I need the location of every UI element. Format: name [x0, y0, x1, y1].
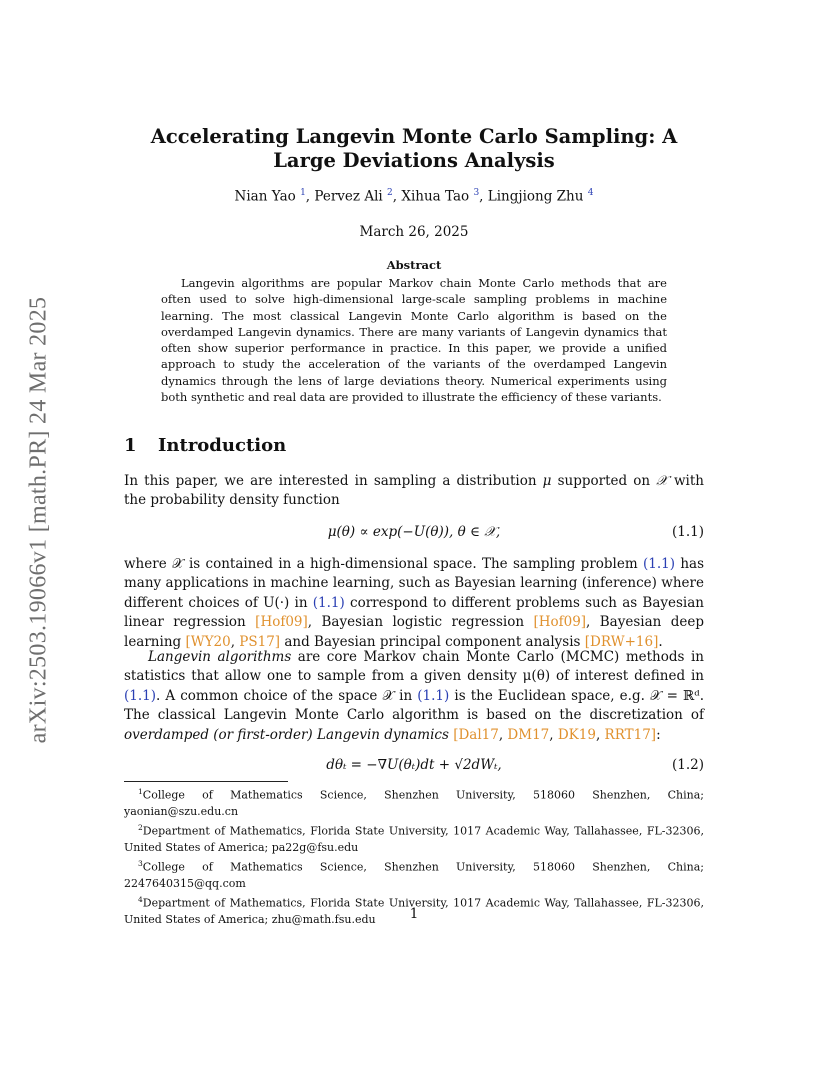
text-run: correspond to different problems such as Bayesian linear regression — [124, 594, 704, 631]
citation-link[interactable]: [Hof09] — [533, 614, 587, 631]
author-footnote-link[interactable]: 4 — [587, 188, 594, 198]
text-run: . — [658, 633, 663, 650]
emphasis: overdamped (or first-order) Langevin dynamics — [124, 726, 449, 743]
footnote-text: College of Mathematics Science, Shenzhen University, 518060 Shenzhen, China; 2247640315@qq.com — [124, 860, 704, 890]
citation-link[interactable]: [DRW+16] — [584, 633, 659, 650]
text-run: with the probability density function — [124, 473, 704, 509]
author-name: Xihua Tao — [401, 188, 470, 205]
publication-date: March 26, 2025 — [359, 224, 469, 240]
paragraph — [124, 472, 704, 511]
text-run: and Bayesian principal component analysis — [280, 633, 585, 650]
footnote-text: Department of Mathematics, Florida State University, 1017 Academic Way, Tallahassee, FL-32306, United States of America; pa22g@fsu.edu — [124, 824, 704, 854]
text-run: is the Euclidean space, e.g. 𝒳 = ℝᵈ. The classical Langevin Monte Carlo algorithm is based on the discretization of — [124, 687, 704, 724]
section-heading — [124, 435, 286, 456]
abstract-heading: Abstract — [386, 258, 442, 272]
text-run: are core Markov chain Monte Carlo (MCMC) methods in statistics that allow one to sample from a given density μ(θ) of interest defined in — [124, 649, 704, 685]
citation-link[interactable]: PS17] — [239, 633, 281, 650]
author-footnote-link[interactable]: 1 — [300, 188, 306, 198]
text-run: , Bayesian deep learning — [124, 614, 704, 650]
equation-expression: μ(θ) ∝ exp(−U(θ)), θ ∈ 𝒳, — [327, 524, 501, 540]
author-footnote-link[interactable]: 2 — [387, 188, 393, 198]
footnote-mark: 4 — [138, 895, 143, 905]
text-run: : — [656, 726, 661, 743]
footnote — [124, 856, 704, 892]
author-list: Nian Yao $^1$, Pervez Ali $^2$, Xihua Tao $^3$, Lingjiong Zhu $^4$ — [234, 188, 594, 205]
citation-link[interactable]: DK19 — [557, 726, 596, 743]
abstract-text: Langevin algorithms are popular Markov chain Monte Carlo methods that are often used to solve high-dimensional large-scale sampling problems in machine learning. The most classical Langevin Monte Carlo algorithm is based on the overdamped Langevin dynamics. There are many variants of Langevin dynamics that often show superior performance in practice. In this paper, we provide a unified approach to study the acceleration of the variants of the overdamped Langevin dynamics through the lens of large deviations theory. Numerical experiments using both synthetic and real data are provided to illustrate the efficiency of these variants. — [161, 276, 667, 405]
arxiv-identifier[interactable]: arXiv:2503.19066v1 [math.PR] 24 Mar 2025 — [25, 296, 52, 744]
page-number: 1 — [409, 906, 419, 922]
text-run: where 𝒳 is contained in a high-dimensional space. The sampling problem — [124, 556, 643, 572]
section-title: Introduction — [158, 435, 287, 456]
text-run: In this paper, we are interested in sampling a distribution — [124, 473, 543, 489]
paragraph: where 𝒳 is contained in a high-dimensional space. The sampling problem (1.1) has many applications in machine learning, such as Bayesian learning (inference) where different choices of U(·) in (1.1) correspond to different problems such as Bayesian linear regression [Hof09], Bayesian logistic regression [Hof09], Bayesian deep learning [WY20, PS17] and Bayesian principal component analysis [DRW+16]. — [124, 556, 704, 650]
citation-link[interactable]: DM17 — [507, 726, 550, 743]
equation-expression: dθₜ = −∇U(θₜ)dt + √2dWₜ, — [326, 757, 502, 773]
paper-title: Accelerating Langevin Monte Carlo Sampling: A Large Deviations Analysis — [150, 125, 678, 172]
equation-link[interactable]: (1.1) — [312, 594, 345, 611]
citation-link[interactable]: [Dal17 — [453, 726, 499, 743]
math-symbol: 𝒳 — [656, 473, 668, 489]
footnote — [124, 784, 704, 820]
text-run: . A common choice of the space 𝒳 in — [156, 687, 418, 704]
text-run: supported on — [551, 473, 657, 489]
text-run: , Bayesian logistic regression — [307, 614, 534, 631]
footnote-mark: 3 — [138, 859, 143, 869]
footnote-mark: 2 — [138, 823, 143, 833]
footnote-mark: 1 — [138, 787, 143, 796]
equation-link[interactable]: (1.1) — [417, 687, 450, 704]
math-symbol: μ — [542, 473, 552, 489]
paragraph: Langevin algorithms are core Markov chain Monte Carlo (MCMC) methods in statistics that allow one to sample from a given density μ(θ) of interest defined in (1.1). A common choice of the space 𝒳 in (1.1) is the Euclidean space, e.g. 𝒳 = ℝᵈ. The classical Langevin Monte Carlo algorithm is based on the discretization of overdamped (or first-order) Langevin dynamics [Dal17, DM17, DK19, RRT17]: — [124, 649, 704, 743]
equation-link[interactable]: (1.1) — [124, 687, 157, 704]
citation-link[interactable]: RRT17] — [604, 726, 657, 743]
footnote-text: Department of Mathematics, Florida State University, 1017 Academic Way, Tallahassee, FL-32306, United States of America; zhu@math.fsu.edu — [124, 896, 704, 927]
author-footnote-link[interactable]: 3 — [473, 188, 480, 198]
text-run: has many applications in machine learning, such as Bayesian learning (inference) where different choices of U(·) in — [124, 556, 704, 611]
footnote — [124, 820, 704, 856]
emphasis: Langevin algorithms — [148, 649, 292, 665]
footnote-divider — [124, 781, 288, 782]
author-name: Nian Yao — [234, 188, 296, 205]
footnote-text: College of Mathematics Science, Shenzhen University, 518060 Shenzhen, China; yaonian@szu.edu.cn — [124, 788, 704, 818]
section-number: 1 — [124, 435, 137, 456]
citation-link[interactable]: [WY20 — [185, 633, 231, 650]
author-name: Pervez Ali — [314, 188, 383, 205]
author-name: Lingjiong Zhu — [487, 188, 584, 205]
equation-number: (1.1) — [671, 524, 704, 540]
equation-link[interactable]: (1.1) — [642, 556, 675, 572]
equation-number: (1.2) — [671, 757, 704, 773]
citation-link[interactable]: [Hof09] — [255, 614, 308, 631]
